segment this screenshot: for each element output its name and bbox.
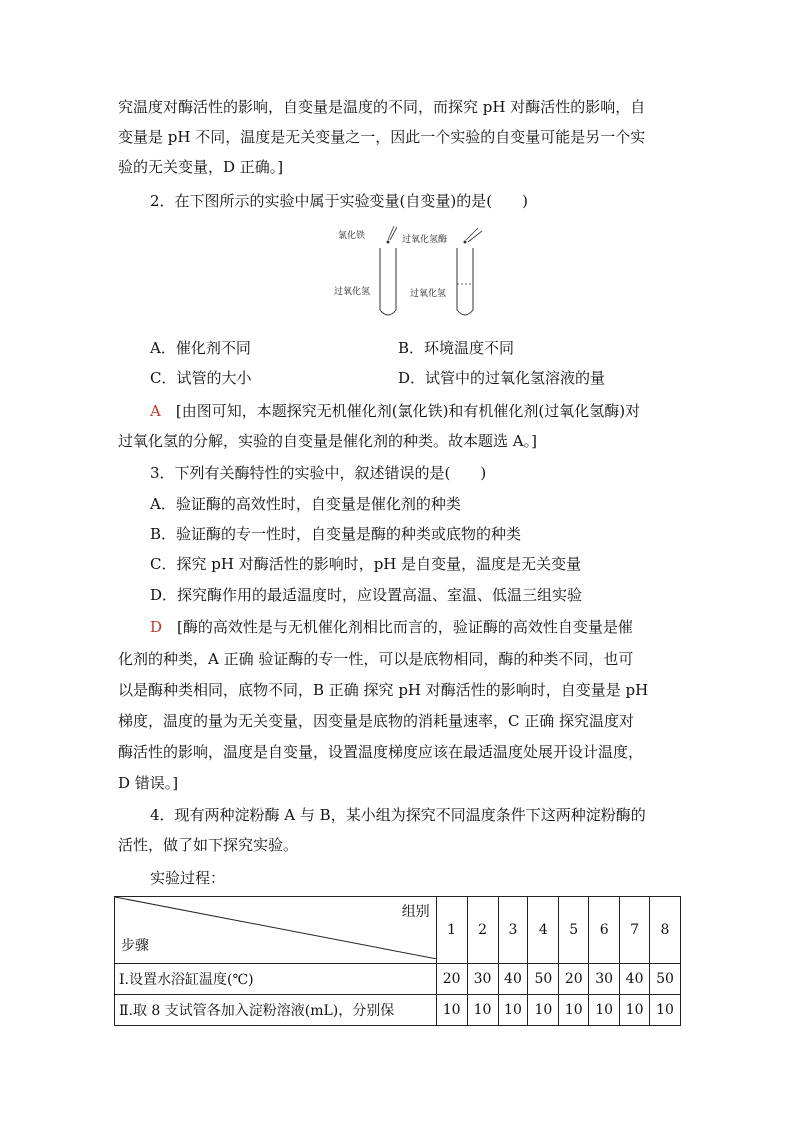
- tube2-content-label: 过氧化氢: [410, 289, 447, 299]
- top-line-3: 验的无关变量，D 正确。]: [118, 158, 284, 176]
- q3-stem: 3．下列有关酶特性的实验中，叙述错误的是( ): [150, 464, 487, 482]
- q4-stem-line-2: 活性，做了如下探究实验。: [118, 836, 299, 854]
- q4-process-label: 实验过程：: [150, 869, 226, 887]
- q2-stem: 2．在下图所示的实验中属于实验变量(自变量)的是( ): [150, 192, 528, 210]
- q3-explanation-line-6: D 错误。]: [118, 774, 179, 792]
- q3-explanation-line-1: D [酶的高效性是与无机催化剂相比而言的，验证酶的高效性自变量是催: [150, 618, 633, 636]
- q2-option-d: D．试管中的过氧化氢溶液的量: [398, 369, 606, 387]
- table-cell: 50: [528, 964, 559, 995]
- table-cell: 20: [436, 964, 467, 995]
- test-tube-1-icon: [380, 248, 396, 315]
- q3-explanation-line-4: 梯度，温度的量为无关变量，因变量是底物的消耗量速率，C 正确 探究温度对: [118, 712, 635, 730]
- group-header: 7: [620, 897, 650, 964]
- table-cell: 10: [650, 995, 681, 1026]
- table-row: [115, 995, 681, 1026]
- q2-explanation-line-1: A [由图可知，本题探究无机催化剂(氯化铁)和有机催化剂(过氧化氢酶)对: [150, 402, 641, 420]
- table-cell: 40: [498, 964, 528, 995]
- table-cell: 10: [559, 995, 589, 1026]
- q3-explanation-line-3: 以是酶种类相同，底物不同，B 正确 探究 pH 对酶活性的影响时，自变量是 pH: [118, 681, 649, 699]
- dropper1-tip-icon: [387, 241, 390, 244]
- q3-explanation-line-2: 化剂的种类，A 正确 验证酶的专一性，可以是底物相同，酶的种类不同，也可: [118, 650, 634, 668]
- table-cell: 30: [589, 964, 620, 995]
- group-header: 1: [436, 897, 467, 964]
- table-cell: 10: [620, 995, 650, 1026]
- q3-option-d: D．探究酶作用的最适温度时，应设置高温、室温、低温三组实验: [150, 586, 583, 604]
- q2-answer: A: [150, 402, 161, 420]
- table-cell: 10: [436, 995, 467, 1026]
- test-tube-2-icon: [457, 248, 473, 315]
- tube2-reagent-label: 过氧化氢酶: [402, 235, 448, 245]
- corner-step-label: 步骤: [121, 938, 149, 954]
- table-corner-cell: [115, 897, 437, 964]
- experiment-table: [114, 896, 681, 1026]
- q2-option-b: B．环境温度不同: [398, 339, 515, 357]
- table-cell: 20: [559, 964, 589, 995]
- table-cell: 30: [467, 964, 498, 995]
- top-line-1: 究温度对酶活性的影响，自变量是温度的不同，而探究 pH 对酶活性的影响，自: [118, 98, 646, 116]
- q4-stem-line-1: 4．现有两种淀粉酶 A 与 B，某小组为探究不同温度条件下这两种淀粉酶的: [150, 806, 646, 824]
- table-header-row: [115, 897, 681, 964]
- q2-option-a: A．催化剂不同: [150, 339, 251, 357]
- table-cell: 10: [589, 995, 620, 1026]
- group-header: 6: [589, 897, 620, 964]
- q2-option-c: C．试管的大小: [150, 369, 252, 387]
- tube1-reagent-label: 氯化铁: [338, 231, 366, 241]
- q3-explanation-line-5: 酶活性的影响，温度是自变量，设置温度梯度应该在最适温度处展开设计温度，: [118, 743, 644, 761]
- q2-explanation-line-2: 过氧化氢的分解，实验的自变量是催化剂的种类。故本题选 A。]: [118, 432, 537, 450]
- table-cell: 40: [620, 964, 650, 995]
- group-header: 5: [559, 897, 589, 964]
- table-cell: 10: [498, 995, 528, 1026]
- row-label: Ⅰ.设置水浴缸温度(℃): [115, 964, 437, 995]
- table-cell: 50: [650, 964, 681, 995]
- row-label: Ⅱ.取 8 支试管各加入淀粉溶液(mL)，分别保: [115, 995, 437, 1026]
- top-line-2: 变量是 pH 不同，温度是无关变量之一，因此一个实验的自变量可能是另一个实: [118, 128, 646, 146]
- table-row: [115, 964, 681, 995]
- tube1-content-label: 过氧化氢: [334, 287, 371, 297]
- group-header: 2: [467, 897, 498, 964]
- group-header: 8: [650, 897, 681, 964]
- test-tube-figure: [330, 222, 500, 322]
- q3-option-b: B．验证酶的专一性时，自变量是酶的种类或底物的种类: [150, 525, 522, 543]
- table-cell: 10: [467, 995, 498, 1026]
- group-header: 3: [498, 897, 528, 964]
- dropper2-tip-icon: [464, 241, 467, 244]
- q3-option-c: C．探究 pH 对酶活性的影响时，pH 是自变量，温度是无关变量: [150, 555, 582, 573]
- q3-option-a: A．验证酶的高效性时，自变量是催化剂的种类: [150, 495, 461, 513]
- q3-answer: D: [150, 618, 163, 636]
- group-header: 4: [528, 897, 559, 964]
- table-cell: 10: [528, 995, 559, 1026]
- corner-group-label: 组别: [401, 904, 430, 920]
